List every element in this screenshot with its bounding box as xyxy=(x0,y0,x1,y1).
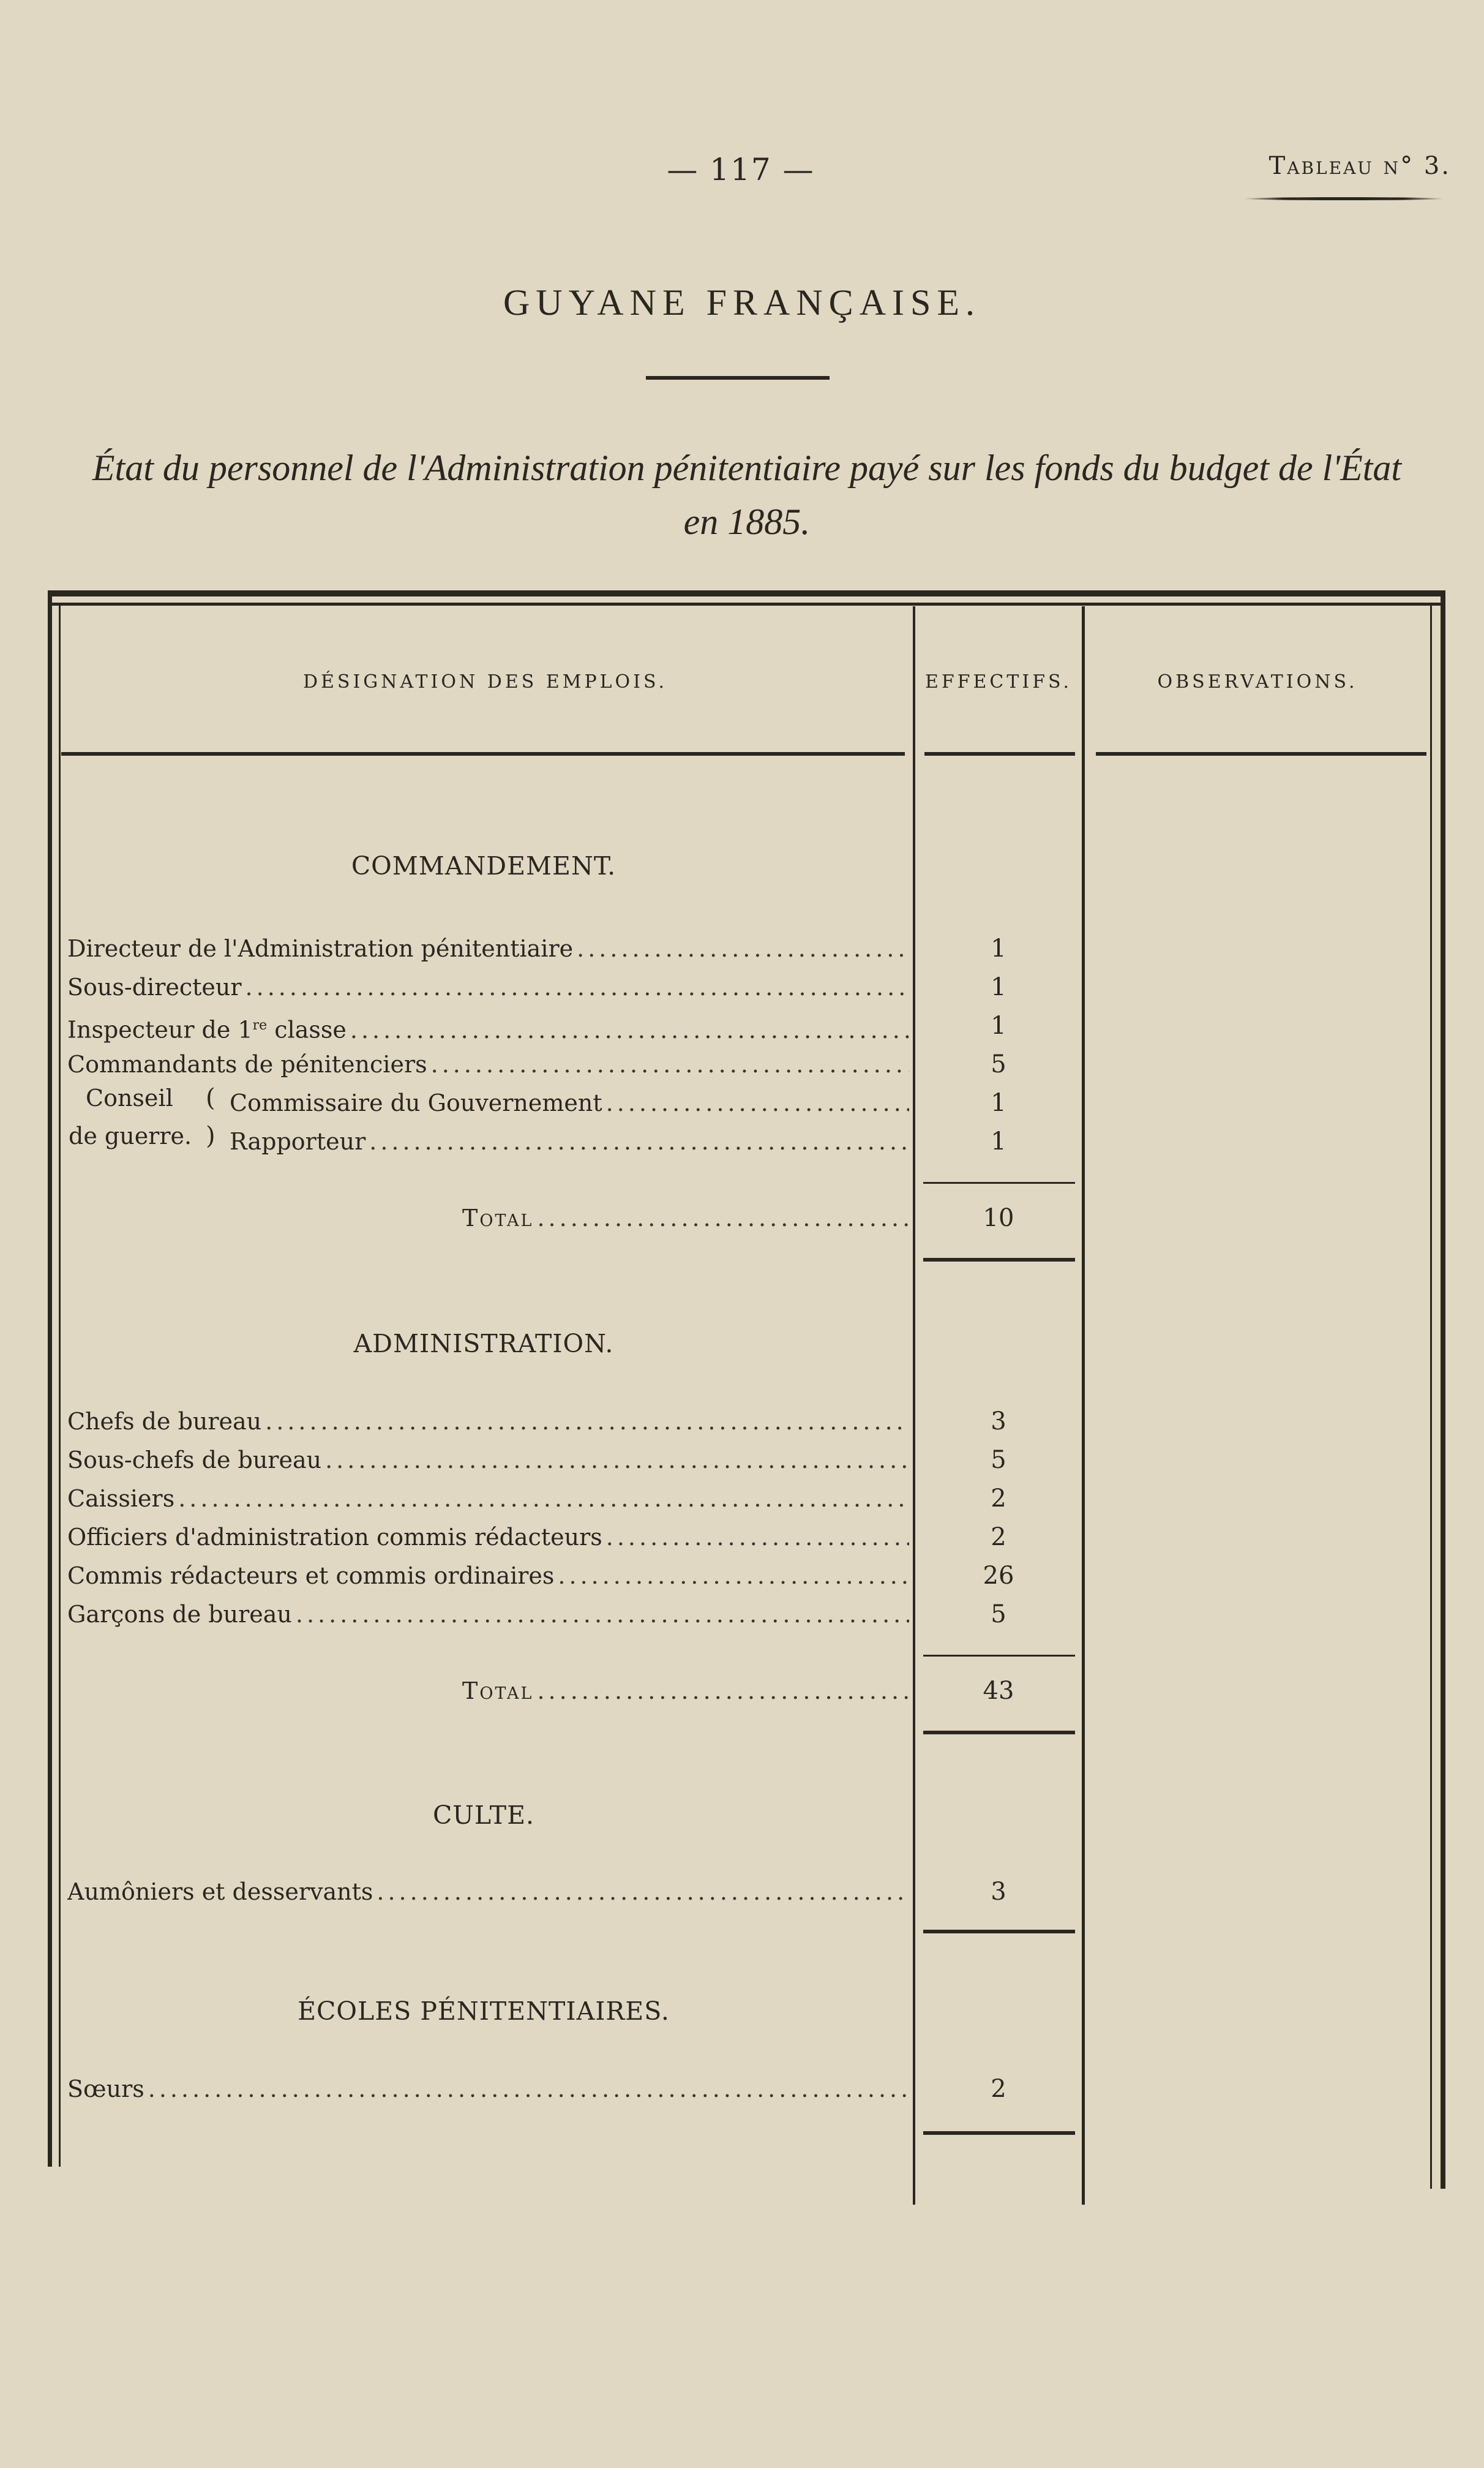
brace-open-bottom: ) xyxy=(206,1122,215,1150)
section-title-culte: CULTE. xyxy=(432,1800,535,1830)
brace-open-top: ( xyxy=(206,1084,215,1112)
header-rule-designation xyxy=(61,752,905,756)
column-header-effectifs: EFFECTIFS. xyxy=(924,671,1073,693)
leader-dots xyxy=(431,1045,909,1083)
row-count: 2 xyxy=(991,2075,1006,2103)
subtotal-rule xyxy=(923,1182,1075,1184)
total-count: 10 xyxy=(983,1204,1014,1232)
total-row xyxy=(462,1672,909,1710)
row-label: Aumôniers et desservants xyxy=(67,1878,373,1905)
section-close-rule xyxy=(923,1930,1075,1933)
document-subtitle xyxy=(43,441,1451,549)
row-label: Sous-directeur xyxy=(67,974,242,1001)
row-label-rest: classe xyxy=(267,1016,347,1044)
leader-dots xyxy=(577,930,909,968)
leader-dots xyxy=(296,1595,909,1633)
row-count: 1 xyxy=(991,935,1006,963)
header-rule-observations xyxy=(1096,752,1426,756)
row-label-number: 1 xyxy=(238,1016,253,1044)
table-left-border xyxy=(48,590,52,2167)
leader-dots xyxy=(148,2070,909,2108)
table-row xyxy=(67,1595,909,1633)
table-top-border xyxy=(48,590,1445,596)
tableau-reference-underline xyxy=(1243,197,1445,200)
total-count: 43 xyxy=(983,1677,1014,1705)
table-row xyxy=(67,1480,909,1518)
leader-dots xyxy=(245,968,909,1006)
section-title-ecoles-penitentiaires: ÉCOLES PÉNITENTIAIRES. xyxy=(298,1996,670,2026)
leader-dots xyxy=(537,1672,909,1710)
leader-dots xyxy=(265,1402,909,1440)
leader-dots xyxy=(537,1199,909,1237)
leader-dots xyxy=(178,1480,909,1518)
table-row xyxy=(67,1557,909,1595)
total-close-rule xyxy=(923,1258,1075,1262)
total-row xyxy=(462,1199,909,1237)
table-right-inner-border xyxy=(1430,603,1432,2189)
row-count: 2 xyxy=(991,1523,1006,1551)
row-count: 26 xyxy=(983,1562,1014,1590)
section-close-rule xyxy=(923,2131,1075,2135)
table-row xyxy=(67,930,909,968)
group-label-line-1: Conseil xyxy=(86,1085,173,1112)
table-row xyxy=(67,2070,909,2108)
header-rule-effectifs xyxy=(924,752,1075,756)
tableau-reference: Tableau n° 3. xyxy=(1269,152,1451,180)
row-count: 5 xyxy=(991,1446,1006,1474)
title-divider xyxy=(646,376,830,380)
row-label: Rapporteur xyxy=(230,1128,366,1155)
table-row xyxy=(67,1007,909,1045)
column-separator-effectifs xyxy=(913,606,915,2205)
row-label: Sous-chefs de bureau xyxy=(67,1447,322,1473)
row-label: Commandants de pénitenciers xyxy=(67,1051,427,1078)
row-count: 5 xyxy=(991,1600,1006,1628)
total-label: Total xyxy=(462,1205,534,1232)
row-label: Sœurs xyxy=(67,2075,144,2102)
leader-dots xyxy=(325,1441,909,1479)
row-label: Caissiers xyxy=(67,1485,175,1512)
row-label: Officiers d'administration commis rédacteurs xyxy=(67,1524,602,1551)
row-count: 2 xyxy=(991,1484,1006,1513)
row-count: 1 xyxy=(991,973,1006,1001)
table-top-inner-border xyxy=(48,603,1445,606)
leader-dots xyxy=(606,1518,909,1556)
row-label: Commissaire du Gouvernement xyxy=(230,1089,602,1116)
subtitle-line-1: État du personnel de l'Administration pénitentiaire payé sur les fonds du budget de l'État xyxy=(92,448,1402,488)
total-close-rule xyxy=(923,1731,1075,1734)
leader-dots xyxy=(369,1123,909,1161)
row-label: Commis rédacteurs et commis ordinaires xyxy=(67,1562,555,1589)
leader-dots xyxy=(377,1873,909,1911)
table-left-inner-border xyxy=(59,603,61,2167)
row-label xyxy=(67,1007,347,1045)
table-row xyxy=(67,1045,909,1083)
conseil-de-guerre-group-label xyxy=(69,1079,215,1159)
table-row xyxy=(67,1873,909,1911)
row-count: 3 xyxy=(991,1407,1006,1435)
column-separator-observations xyxy=(1082,606,1085,2205)
row-count: 5 xyxy=(991,1050,1006,1078)
total-label: Total xyxy=(462,1677,534,1704)
table-row xyxy=(67,1402,909,1440)
row-count: 3 xyxy=(991,1878,1006,1906)
section-title-administration: ADMINISTRATION. xyxy=(353,1329,614,1358)
subtitle-line-2: en 1885. xyxy=(683,502,811,542)
row-label: Garçons de bureau xyxy=(67,1601,292,1628)
row-label-main: Inspecteur de xyxy=(67,1016,238,1044)
row-count: 1 xyxy=(991,1127,1006,1156)
table-row xyxy=(67,1518,909,1556)
table-row xyxy=(67,968,909,1006)
row-count: 1 xyxy=(991,1089,1006,1117)
leader-dots xyxy=(350,1011,909,1045)
row-label: Directeur de l'Administration pénitentiaire xyxy=(67,935,574,962)
row-label-superscript: re xyxy=(252,1018,268,1033)
table-row xyxy=(230,1123,909,1161)
section-title-commandement: COMMANDEMENT. xyxy=(351,851,616,881)
table-row xyxy=(230,1084,909,1122)
row-label: Chefs de bureau xyxy=(67,1408,262,1435)
document-title: GUYANE FRANÇAISE. xyxy=(503,282,981,323)
table-row xyxy=(67,1441,909,1479)
subtotal-rule xyxy=(923,1655,1075,1657)
row-count: 1 xyxy=(991,1012,1006,1040)
group-label-line-2: de guerre. xyxy=(69,1123,192,1149)
column-header-observations: OBSERVATIONS. xyxy=(1157,671,1358,693)
leader-dots xyxy=(606,1084,909,1122)
page-number: — 117 — xyxy=(667,152,815,187)
table-right-border xyxy=(1441,590,1445,2189)
leader-dots xyxy=(558,1557,909,1595)
column-header-designation: DÉSIGNATION DES EMPLOIS. xyxy=(302,671,668,693)
